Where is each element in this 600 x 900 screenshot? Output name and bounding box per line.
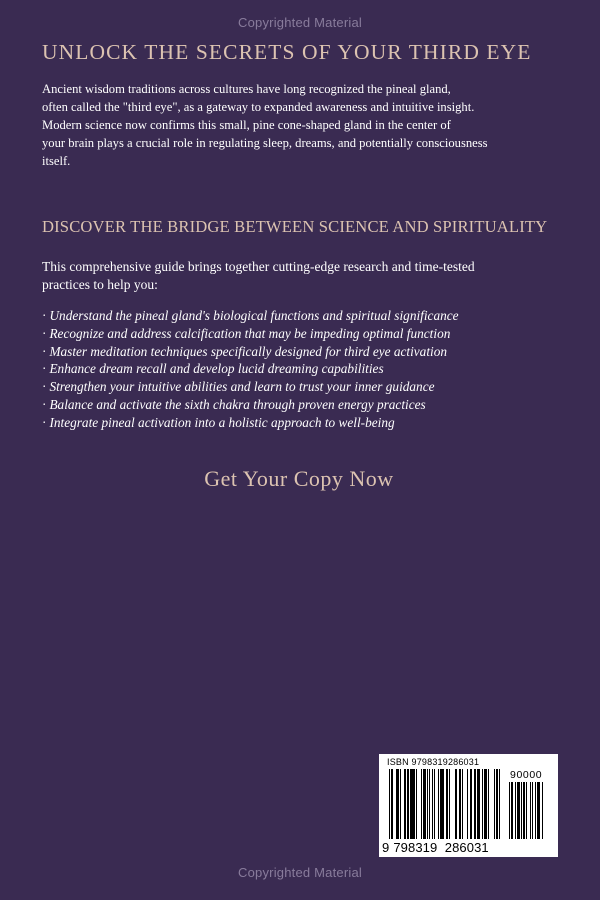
- main-heading: UNLOCK THE SECRETS OF YOUR THIRD EYE: [42, 40, 532, 64]
- barcode-addon-digits: 90000: [510, 769, 543, 781]
- bullet-icon: ·: [42, 325, 47, 341]
- barcode-bar: [537, 782, 540, 839]
- intro-line: Modern science now confirms this small, pine cone-shaped gland in the center of: [42, 118, 451, 132]
- barcode-bar: [467, 769, 468, 839]
- barcode-bar: [449, 769, 450, 839]
- barcode-bar: [494, 769, 495, 839]
- bullet-icon: ·: [42, 361, 47, 377]
- bullet-icon: ·: [42, 414, 47, 430]
- section-subheading: DISCOVER THE BRIDGE BETWEEN SCIENCE AND SPIRITUALITY: [42, 217, 548, 236]
- barcode-bar: [459, 769, 461, 839]
- isbn-barcode: [379, 754, 558, 857]
- intro-line: itself.: [42, 154, 71, 168]
- barcode-bar: [499, 769, 500, 839]
- intro-line: Ancient wisdom traditions across cultures have long recognized the pineal gland,: [42, 82, 451, 96]
- copyright-watermark-bottom: Copyrighted Material: [238, 865, 362, 880]
- barcode-bar: [446, 769, 447, 839]
- benefit-item: [42, 343, 587, 361]
- intro-line: your brain plays a crucial role in regulating sleep, dreams, and potentially consciousness: [42, 136, 488, 150]
- barcode-bar: [416, 769, 417, 839]
- barcode-digit-first: 9: [382, 840, 390, 855]
- barcode-bar: [421, 769, 422, 839]
- benefit-item: [42, 307, 587, 325]
- barcode-bar: [440, 769, 444, 839]
- barcode-bar: [407, 769, 408, 839]
- barcode-digits-right: 286031: [444, 840, 489, 855]
- barcode-bar: [488, 769, 489, 839]
- benefit-item: [42, 396, 587, 414]
- call-to-action: Get Your Copy Now: [204, 466, 394, 491]
- barcode-bar: [542, 782, 543, 839]
- barcode-bar: [526, 782, 527, 839]
- lead-line: practices to help you:: [42, 277, 158, 292]
- barcode-bar: [474, 769, 475, 839]
- barcode-bar: [462, 769, 463, 839]
- bullet-icon: ·: [42, 308, 47, 323]
- barcode-bar: [511, 782, 513, 839]
- barcode-bar: [396, 769, 398, 839]
- bullet-icon: ·: [42, 343, 47, 359]
- lead-line: This comprehensive guide brings together cutting-edge research and time-tested: [42, 259, 475, 274]
- benefit-text: Integrate pineal activation into a holistic approach to well-being: [49, 414, 395, 430]
- barcode-bar: [400, 769, 401, 839]
- benefit-text: Strengthen your intuitive abilities and learn to trust your inner guidance: [49, 379, 435, 395]
- barcode-bar: [530, 782, 531, 839]
- benefit-text: Understand the pineal gland's biological functions and spiritual significance: [49, 308, 459, 323]
- lead-paragraph: [42, 258, 582, 294]
- barcode-bar: [455, 769, 457, 839]
- barcode-bar: [429, 769, 430, 839]
- benefit-item: [42, 360, 587, 378]
- barcode-bar: [389, 769, 390, 839]
- benefit-text: Enhance dream recall and develop lucid dreaming capabilities: [49, 361, 384, 377]
- copyright-watermark-top: Copyrighted Material: [238, 15, 362, 30]
- benefit-item: [42, 414, 587, 432]
- isbn-label: ISBN 9798319286031: [387, 757, 480, 767]
- barcode-bar: [517, 782, 520, 839]
- barcode-bar: [496, 769, 497, 839]
- bullet-icon: ·: [42, 379, 47, 395]
- intro-line: often called the "third eye", as a gateway to expanded awareness and intuitive insight.: [42, 100, 475, 114]
- barcode-bar: [515, 782, 516, 839]
- barcode-bar: [423, 769, 425, 839]
- barcode-bars: [389, 769, 504, 839]
- barcode-bar: [391, 769, 392, 839]
- barcode-bar: [484, 769, 486, 839]
- barcode-bar: [532, 782, 533, 839]
- benefit-item: [42, 378, 587, 396]
- benefits-list: [42, 307, 587, 432]
- barcode-bar: [521, 782, 522, 839]
- barcode-bar: [427, 769, 428, 839]
- barcode-bar: [434, 769, 435, 839]
- barcode-digits-left: 798319: [393, 840, 438, 855]
- barcode-bar: [404, 769, 406, 839]
- benefit-item: [42, 325, 587, 343]
- barcode-bar: [432, 769, 433, 839]
- barcode-bar: [509, 782, 510, 839]
- benefit-text: Master meditation techniques specifically designed for third eye activation: [49, 343, 448, 359]
- barcode-addon-bars: [509, 782, 554, 839]
- barcode-bar: [438, 769, 439, 839]
- barcode-human-readable: [382, 840, 489, 855]
- barcode-bar: [477, 769, 481, 839]
- intro-paragraph: [42, 80, 582, 170]
- benefit-text: Recognize and address calcification that may be impeding optimal function: [49, 325, 451, 341]
- bullet-icon: ·: [42, 396, 47, 412]
- barcode-bar: [482, 769, 483, 839]
- barcode-bar: [410, 769, 415, 839]
- barcode-bar: [523, 782, 525, 839]
- benefit-text: Balance and activate the sixth chakra through proven energy practices: [49, 396, 426, 412]
- barcode-bar: [535, 782, 536, 839]
- barcode-bar: [470, 769, 472, 839]
